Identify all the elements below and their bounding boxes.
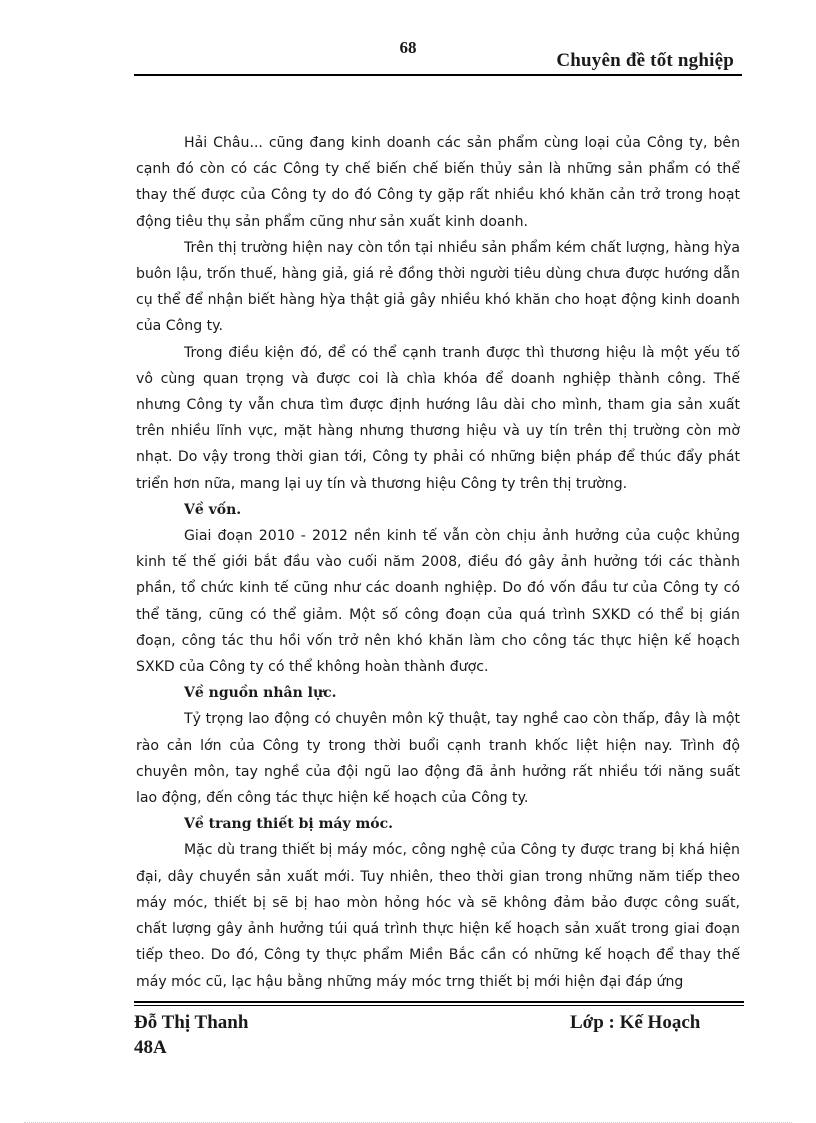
section-heading: Về vốn. [184,501,242,518]
paragraph: Hải Châu... cũng đang kinh doanh các sản phẩm cùng loại của Công ty, bên cạnh đó còn có các Công ty chế biến chế biến thủy sản là những sản phẩm có thể thay thế được của Công ty do đó Công ty gặp rất nhiều khó khăn cản trở trong hoạt động tiêu thụ sản phẩm cũng như sản xuất kinh doanh. [136,135,740,230]
footer-divider [134,1001,744,1003]
section-heading: Về nguồn nhân lực. [184,685,337,702]
page-number: 68 [399,38,417,57]
footer-divider-thin [134,1005,744,1006]
paragraph: Giai đoạn 2010 - 2012 nền kinh tế vẫn còn chịu ảnh hưởng của cuộc khủng kinh tế thế giới bắt đầu vào cuối năm 2008, điều đó gây ảnh hưởng tới các thành phần, tổ chức kinh tế cũng như các doanh nghiệp. Do đó vốn đầu tư của Công ty có thể tăng, cũng có thể giảm. Một số công đoạn của quá trình SXKD có thể bị gián đoạn, công tác thu hồi vốn trở nên khó khăn làm cho công tác thực hiện kế hoạch SXKD của Công ty có thể không hoàn thành được. [136,528,740,676]
paragraph: Trên thị trường hiện nay còn tồn tại nhiều sản phẩm kém chất lượng, hàng hỳa buôn lậu, trốn thuế, hàng giả, giá rẻ đồng thời người tiêu dùng chưa được hướng dẫn cụ thể để nhận biết hàng hỳa thật giả gây nhiều khó khăn cho hoạt động kinh doanh của Công ty. [136,239,740,335]
header-title: Chuyên đề tốt nghiệp [556,50,734,71]
body-text [136,130,740,995]
paragraph: Tỷ trọng lao động có chuyên môn kỹ thuật, tay nghề cao còn thấp, đây là một rào cản lớn của Công ty trong thời buổi cạnh tranh khốc liệt hiện nay. Trình độ chuyên môn, tay nghề của đội ngũ lao động đã ảnh hưởng rất nhiều tới năng suất lao động, đến công tác thực hiện kế hoạch của Công ty. [136,711,740,807]
header-divider [134,74,742,76]
paragraph: Mặc dù trang thiết bị máy móc, công nghệ của Công ty được trang bị khá hiện đại, dây chuyền sản xuất mới. Tuy nhiên, theo thời gian trong những năm tiếp theo máy móc, thiết bị sẽ bị hao mòn hỏng hóc và sẽ không đảm bảo được công suất, chất lượng gây ảnh hưởng túi quá trình thực hiện kế hoạch sản xuất trong giai đoạn tiếp theo. Do đó, Công ty thực phẩm Miền Bắc cần có những kế hoạch để thay thế máy móc cũ, lạc hậu bằng những máy móc trng thiết bị mới hiện đại đáp ứng [136,842,740,990]
paragraph: Trong điều kiện đó, để có thể cạnh tranh được thì thương hiệu là một yếu tố vô cùng quan trọng và được coi là chìa khóa để doanh nghiệp thành công. Thế nhưng Công ty vẫn chưa tìm được định hướng lâu dài cho mình, tham gia sản xuất trên nhiều lĩnh vực, mặt hàng nhưng thương hiệu và uy tín trên thị trường còn mờ nhạt. Do vậy trong thời gian tới, Công ty phải có những biện pháp để thúc đẩy phát triển hơn nữa, mang lại uy tín và thương hiệu Công ty trên thị trường. [136,344,740,492]
footer-class: Lớp : Kế Hoạch [570,1012,701,1033]
section-heading: Về trang thiết bị máy móc. [184,816,394,833]
footer-author [134,1010,248,1060]
author-name: Đỗ Thị Thanh [134,1012,249,1033]
author-class-code: 48A [134,1037,167,1058]
